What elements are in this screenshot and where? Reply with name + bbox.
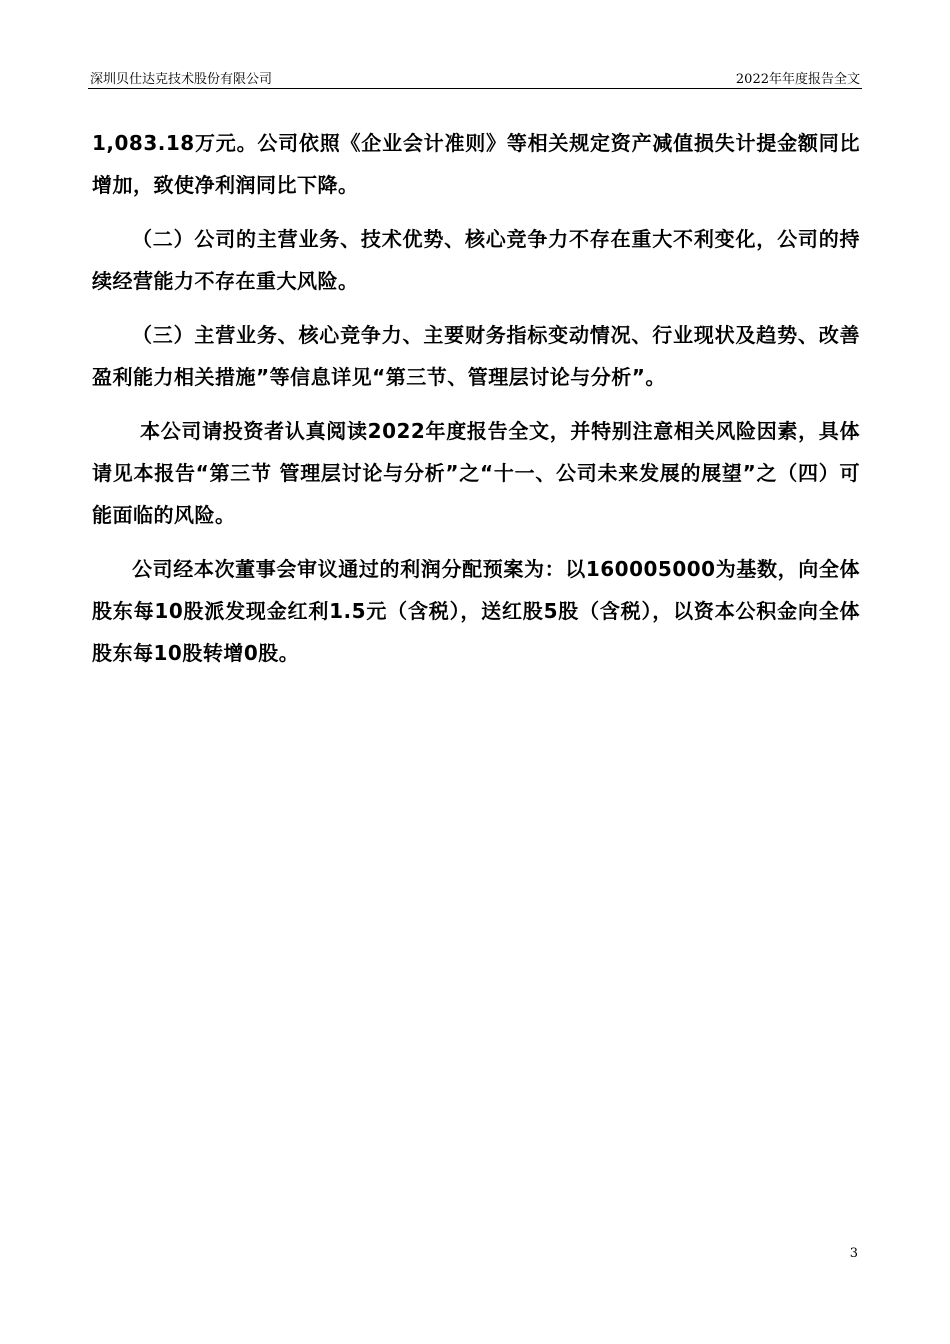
paragraph-risk-notice: 本公司请投资者认真阅读2022年度报告全文，并特别注意相关风险因素，具体请见本报告“第三节 管理层讨论与分析”之“十一、公司未来发展的展望”之（四）可能面临的风险。: [92, 419, 860, 527]
paragraph-no-adverse-change: （二）公司的主营业务、技术优势、核心竞争力不存在重大不利变化，公司的持续经营能力不存在重大风险。: [92, 227, 860, 293]
page-number: 3: [849, 1246, 858, 1261]
header-company-name: 深圳贝仕达克技术股份有限公司: [90, 72, 273, 87]
header-report-title: 2022年年度报告全文: [735, 72, 860, 87]
page-header: [88, 66, 862, 89]
document-body: [92, 122, 860, 674]
paragraph-impairment-loss: 1,083.18万元。公司依照《企业会计准则》等相关规定资产减值损失计提金额同比增加，致使净利润同比下降。: [92, 131, 860, 197]
paragraph-see-section-three: （三）主营业务、核心竞争力、主要财务指标变动情况、行业现状及趋势、改善盈利能力相关措施”等信息详见“第三节、管理层讨论与分析”。: [92, 323, 860, 389]
paragraph-profit-distribution: 公司经本次董事会审议通过的利润分配预案为：以160005000为基数，向全体股东每10股派发现金红利1.5元（含税），送红股5股（含税），以资本公积金向全体股东每10股转增0股。: [92, 557, 860, 665]
